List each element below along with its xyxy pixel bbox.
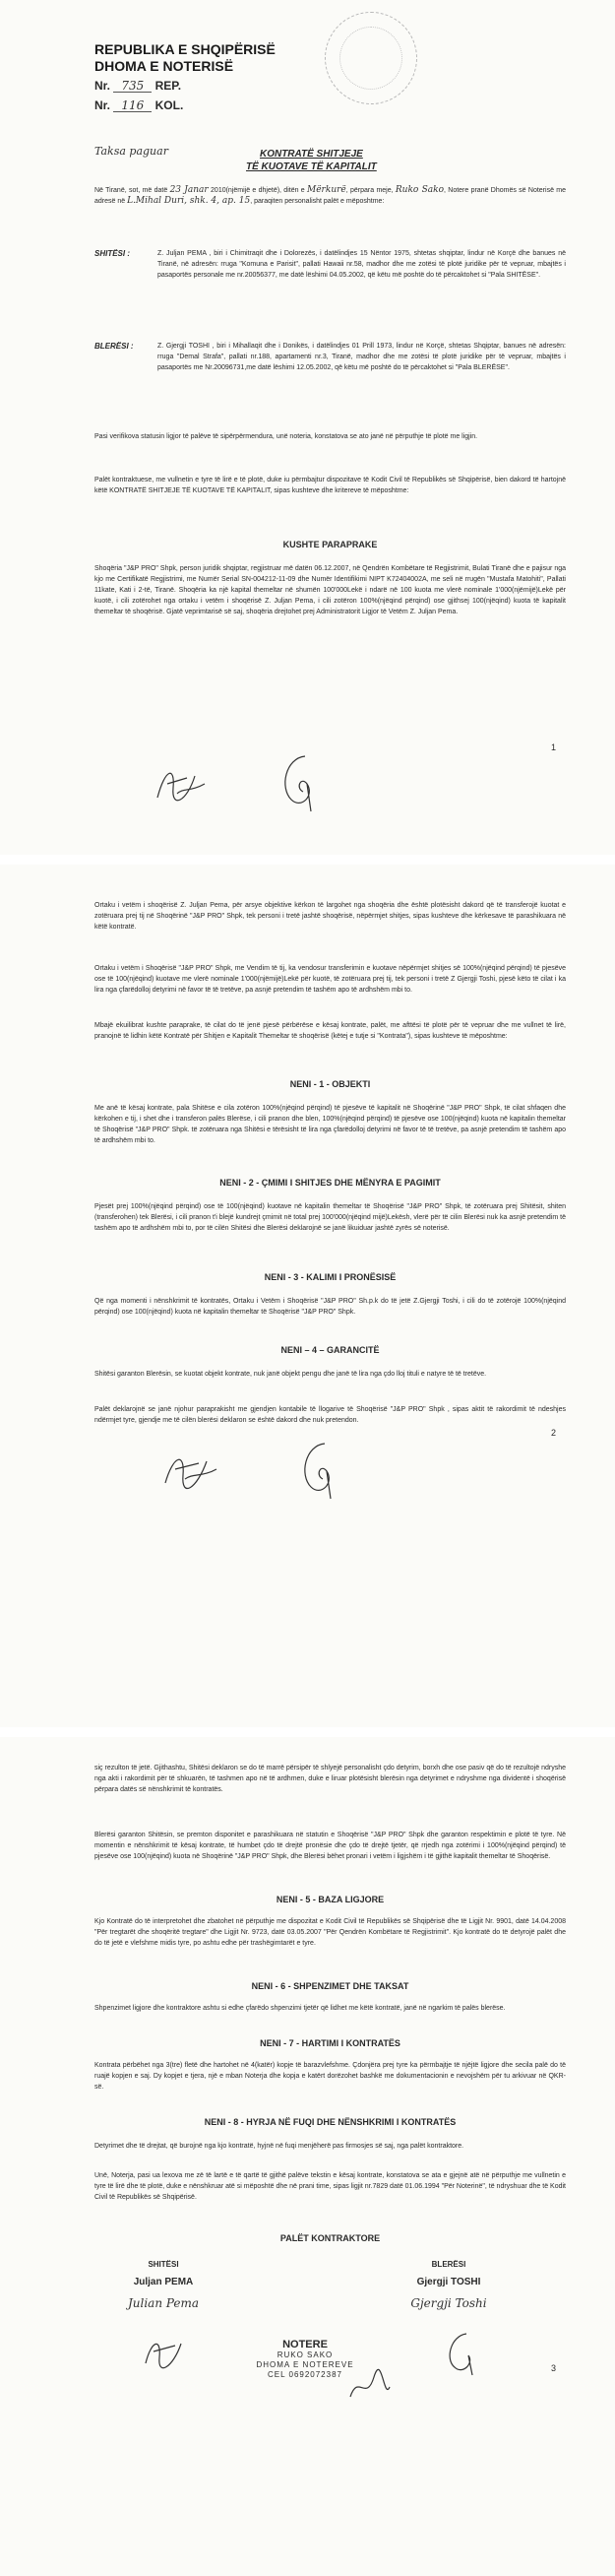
preliminary-conditions-text: Shoqëria "J&P PRO" Shpk, person juridik shqiptar, regjistruar më datën 06.12.2007, në Qendrën Kombëtare të Regjistrimit, Bulati Tiranë dhe e pajisur nga kjo me Certifikatë Regjistrimi, me Numër Serial SN-004212-11-09 dhe Numër Identifikimi NIPT K72404002A, me seli në rrugën "Mustafa Matohiti", Pallati 11kate, Kati i 2-të, Tiranë. Shoqëria ka një kapital themeltar në shumën 100'000Lekë i ndarë në 100 kuota me vlerë nominale 1'000(njëmijë)Lekë për kuotë, i cili zotërohet nga ortaku i vetëm i shoqërisë Z. Juljan Pema, i cili zotëron 100%(njëqind përqind) ose gjithsej 100(njëqind) kuota të kapitalit themeltar të shoqërisë. Gjatë veprimtarisë së saj, shoqëria drejtohet prej Administratorit Ligjor të Vetëm Z. Juljan Pema. (94, 565, 566, 615)
tax-paid-note: Taksa paguar (94, 145, 168, 158)
article-3-title: NENI - 3 - KALIMI I PRONËSISË (264, 1272, 397, 1282)
buyer-initials-signature-icon (266, 748, 335, 817)
sole-partner-paragraph: Ortaku i vetëm i shoqërisë Z. Juljan Pema, për arsye objektive kërkon të largohet nga shoqëria dhe është plotësisht dakord që të transferojë kuotat e zotëruara prej tij në Shoqërinë "J&P PRO" Shpk, tek personi i tretë jashtë shoqërisë, nëpërmjet shitjes, sipas kushteve dhe kërkesave të parashikuara në këtë kontratë. (94, 902, 566, 931)
guarantee-paragraph: Blerësi garanton Shitësin, se premton disponitet e parashikuara në statutin e Shoqërisë "J&P PRO" Shpk dhe garanton respektimin e plotë të tyre. Në momentin e nënshkrimit të kësaj kontrate, të humbet çdo të drejtë pronësie dhe çdo të drejtë tjetër, që rrjedh nga zotërimi i 100%(njëqind përqind) të pjesëve ose 100(njëqind) kuota në Shoqërinë "J&P PRO" Shpk, dhe Blerësi bëhet pronari i vetëm i ligjshëm i të gjithë kapitalit themeltar të Shoqërisë. (94, 1832, 566, 1860)
article-5-text: Kjo Kontratë do të interpretohet dhe zbatohet në përputhje me dispozitat e Kodit Civil të Republikës së Shqipërisë dhe të Ligjit Nr. 9901, datë 14.04.2008 "Për tregtarët dhe shoqëritë tregtare" dhe Ligjit Nr. 9723, datë 03.05.2007 "Për Qendrën Kombëtare të Regjistrimit". Kjo kontratë do të detyrojë palët dhe do të jetë e vlefshme midis tyre, po ashtu edhe për trashëgimtarët e tyre. (94, 1918, 566, 1947)
article-8-title: NENI - 8 - HYRJA NË FUQI DHE NËNSHKRIMI I KONTRATËS (204, 2117, 457, 2127)
notary-title: NOTERE (282, 2339, 328, 2351)
article-5-title: NENI - 5 - BAZA LIGJORE (276, 1895, 385, 1904)
article-2-title: NENI - 2 - ÇMIMI I SHITJES DHE MËNYRA E PAGIMIT (219, 1178, 441, 1188)
preliminary-conditions-title: KUSHTE PARAPRAKE (282, 540, 378, 549)
page-separator (0, 855, 615, 865)
seller-label: SHITËSI : (94, 249, 131, 258)
article-4-text-2: Palët deklarojnë se janë njohur paraprakisht me gjendjen kontabile të llogarive të Shoqërisë "J&P PRO" Shpk , sipas aktit të rakordimit të ndeshjes ndërmjet tyre, gjendje me të cilën blerësi deklaron se është dakord dhe nuk pretendon. (94, 1406, 566, 1424)
kol-number-line: Nr. 116 KOL. (94, 98, 184, 112)
article-8-text: Detyrimet dhe të drejtat, që burojnë nga kjo kontratë, hyjnë në fuqi menjëherë pas firmosjes së saj, nga palët kontraktore. (94, 2143, 464, 2150)
article-7-title: NENI - 7 - HARTIMI I KONTRATËS (260, 2038, 400, 2048)
verification-paragraph: Pasi verifikova statusin ligjor të palëve të sipërpërmendura, unë noteria, konstatova se ato janë në përputhje të plotë me ligjin. (94, 433, 478, 440)
buyer-block (94, 341, 566, 373)
agreement-paragraph: Palët kontraktuese, me vullnetin e tyre të lirë e të plotë, duke iu përmbajtur dispozitave të Kodit Civil të Republikës së Shqipërisë, bien dakord të hartojnë këtë KONTRATË SHITJEJE TË KUOTAVE TË KAPITALIT, sipas kushteve dhe kritereve të mëposhtme: (94, 477, 566, 494)
article-1-text: Me anë të kësaj kontrate, pala Shitëse e cila zotëron 100%(njëqind përqind) të pjesëve të kapitalit në Shoqërinë "J&P PRO" Shpk, të cilat shfaqen dhe kërkohen e tij, i shet dhe i transferon palës Blerëse, i cili pranon dhe blen, 100%(njëqind përqind) të pjesëve ose 100(njëqind) kuota në kapitalin themeltar të Shoqërisë "J&P PRO" Shpk. të zotëruara nga Shitësi e tërësisht të lira nga çfarëdolloj detyrimi në favor të të tretëve, pa asnjë pretendim të tashëm apo të ardhshëm mbi to. (94, 1105, 566, 1144)
notary-seal-icon (325, 12, 417, 104)
buyer-signature-label: BLERËSI (431, 2260, 466, 2269)
page-number-2: 2 (550, 1428, 556, 1438)
notary-phone: CEL 0692072387 (268, 2370, 342, 2379)
liability-paragraph: siç rezulton të jetë. Gjithashtu, Shitësi deklaron se do të marrë përsipër të shlyejë personalisht çdo detyrim, borxh dhe ose pasiv që do të rezultojë ndryshe nga akti i rakordimit për të shkuarën, të tashmen apo në të ardhmen, duke e liruar plotësisht blerësin nga detyrimet e ndryshme nga dividentë i shoqërisë përpara datës së nënshkrimit të kontratës. (94, 1765, 566, 1793)
rep-number-line: Nr. 735 REP. (94, 79, 182, 93)
seller-initials-signature-icon (157, 1446, 226, 1495)
kol-number: 116 (113, 100, 152, 112)
seller-signature (104, 2298, 222, 2311)
contract-title: KONTRATË SHITJEJE TË KUOTAVE TË KAPITALIT (246, 149, 377, 172)
seller-signature-name: Juljan PEMA (133, 2277, 194, 2287)
seller-block (94, 248, 566, 281)
date-handwritten: 23 Janar (169, 185, 209, 195)
page-3 (0, 1737, 615, 2576)
article-6-title: NENI - 6 - SHPENZIMET DHE TAKSAT (251, 1981, 409, 1991)
seller-signature-label: SHITËSI (148, 2260, 179, 2269)
notary-office: DHOMA E NOTEREVE (256, 2360, 354, 2369)
day-handwritten: Mërkurë (307, 185, 346, 195)
contracting-parties-title: PALËT KONTRAKTORE (279, 2233, 381, 2243)
seller-initials-signature-icon (148, 758, 216, 807)
article-1-title: NENI - 1 - OBJEKTI (289, 1079, 371, 1089)
rep-number: 735 (113, 81, 152, 93)
header-country: REPUBLIKA E SHQIPËRISË (94, 41, 276, 57)
page-number-1: 1 (550, 742, 556, 752)
seller-signature-text: Julian Pema (127, 2296, 200, 2310)
page-separator (0, 1727, 615, 1737)
buyer-initials-signature-icon (285, 1436, 354, 1505)
article-7-text: Kontrata përbëhet nga 3(tre) fletë dhe hartohet në 4(katër) kopje të barazvlefshme. Çdonjëra prej tyre ka përmbajtje të njëjtë ligjore dhe secila palë do të ruajë kopjen e saj. Dy kopjet e tjera, një e mban Noterja dhe kopja e katërt dorëzohet bashkë me dokumentacionin e nevojshëm për tu arkivuar në QKR-së. (94, 2062, 566, 2091)
address-handwritten: L.Mihal Duri, shk. 4, ap. 15 (127, 196, 251, 206)
seller-initials-signature-icon (138, 2332, 197, 2371)
article-4-text: Shitësi garanton Blerësin, se kuotat objekt kontrate, nuk janë objekt pengu dhe janë të lira nga çdo lloj tituli e natyre të të tretëve. (94, 1371, 487, 1378)
article-8-text-2: Unë, Noterja, pasi ua lexova me zë të lartë e të qartë të gjithë palëve tekstin e kësaj kontrate, konstatova se ata e gjejnë atë në përputhje me vullnetin e tyre të lirë dhe të plotë, duke e nënshkruar atë si mëposhtë dhe në prani time, sipas ligjit nr.7829 datë 01.06.1994 "Për Noterinë", të ndryshuar dhe të Kodit Civil të Republikës së Shqipërisë. (94, 2172, 566, 2201)
page-2 (0, 865, 615, 1727)
page-number-3: 3 (550, 2363, 556, 2373)
notary-handwritten: Ruko Sako (395, 185, 444, 195)
buyer-signature-name: Gjergji TOSHI (416, 2277, 481, 2287)
header-chamber: DHOMA E NOTERISË (94, 58, 234, 74)
equilibrium-paragraph: Mbajë ekuilibrat kushte paraprake, të cilat do të jenë pjesë përbërëse e kësaj kontrate, palët, me afttësi të plotë për të vepruar dhe me vullnet të lirë, pranojnë të lidhin këtë Kontratë për Shitjen e Kapitalit Themeltar të shoqërisë (këtej e tutje si "Kontrata"), sipas kushteve të mëposhtme: (94, 1022, 566, 1040)
buyer-text: Z. Gjergji TOSHI , biri i Mihallaqit dhe i Donikës, i datëlindjes 01 Prill 1973, lindur në Korçë, shtetas Shqiptar, banues në adresën: rruga "Demal Strafa", pallati nr.188, apartamenti nr.3, Tiranë, madhor dhe me zotësi të plotë juridike për të vepruar, mbajtës i pasaportës me Nr.20096731,me datë lëshimi 12.05.2002, që këtu më poshtë do të përcaktohet si "Pala BLERËSE". (157, 343, 566, 371)
buyer-signature (390, 2298, 508, 2311)
document-header (94, 41, 276, 75)
article-2-text: Pjesët prej 100%(njëqind përqind) ose të 100(njëqind) kuotave në kapitalin themeltar të Shoqërisë "J&P PRO" Shpk, të zotëruara prej Shitësit, shiten (transferohen) tek Blerësi, i cili pranon t'i blejë kundrejt çmimit në total prej 100'000(njëqind mijë)Lekësh, vlerë për të cilin Blerësi nuk ka asnjë pretendim të tashëm apo të ardhshëm mbi to, por të cilën Shitësi dhe Blerësi deklarojnë se janë likuiduar jashtë zyrës së noterisë. (94, 1203, 566, 1232)
decision-paragraph: Ortaku i vetëm i Shoqërisë "J&P PRO" Shpk, me Vendim të tij, ka vendosur transferimin e kuotave nëpërmjet shitjes së 100%(njëqind përqind) të pjesëve ose të 100(njëqind) kuotave me vlerë nominale 1'000(njëmijë)Lekë për kuotë, të zotëruara prej tij, tek personi i tretë Z Gjergji Toshi, pjesë këto të cilat i ka lira nga çfarëdolloj detyrimi në favor të të tretëve, pa asnjë pretendim të tashëm apo të ardhshëm mbi to. (94, 965, 566, 994)
buyer-label: BLERËSI : (94, 342, 134, 351)
page-1 (0, 0, 615, 855)
article-3-text: Që nga momenti i nënshkrimit të kontratës, Ortaku i Vetëm i Shoqërisë "J&P PRO" Sh.p.k do të jetë Z.Gjergji Toshi, i cili do të zotërojë 100%(njëqind përqind) ose 100(njëqind) kuota në kapitalin themeltar të Shoqërisë "J&P PRO" Shpk. (94, 1298, 566, 1316)
buyer-signature-text: Gjergji Toshi (410, 2296, 487, 2310)
notary-name: RUKO SAKO (277, 2351, 334, 2359)
intro-paragraph: Në Tiranë, sot, më datë 23 Janar 2010(njëmijë e dhjetë), ditën e Mërkurë, përpara meje, Ruko Sako, Notere pranë Dhomës së Noterisë me adresë në L.Mihal Duri, shk. 4, ap. 15, paraqiten personalisht palët e mëposhtme: (94, 185, 566, 206)
notary-signature-icon (344, 2367, 394, 2407)
buyer-initials-signature-icon (433, 2328, 492, 2377)
article-4-title: NENI – 4 – GARANCITË (280, 1345, 380, 1355)
seller-text: Z. Juljan PEMA , biri i Chimitraqit dhe i Dolorezës, i datëlindjes 15 Nëntor 1975, shtetas shqiptar, lindur në Korçë dhe banues në Tiranë, në adresën: rruga "Komuna e Parisit", pallati Hawaii nr.58, madhor dhe me zotësi të plotë juridike për të vepruar, mbajtës i pasaportës personale me nr.20056377, me datë lëshimi 04.05.2002, që këtu më poshtë do të përcaktohet si "Pala SHITËSE". (157, 250, 566, 279)
article-6-text: Shpenzimet ligjore dhe kontraktore ashtu si edhe çfarëdo shpenzimi tjetër që lidhet me këtë kontratë, janë në ngarkim të palës blerëse. (94, 2005, 506, 2012)
